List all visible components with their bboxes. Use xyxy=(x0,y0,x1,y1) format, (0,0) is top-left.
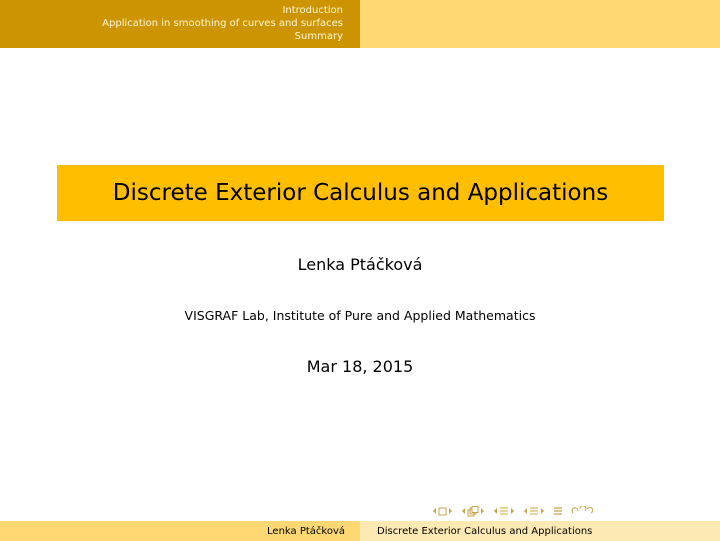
subsection-navigation xyxy=(360,0,720,48)
frame-next-arrow-icon[interactable] xyxy=(480,507,485,515)
align-icon[interactable] xyxy=(553,506,563,516)
slide-next-arrow-icon[interactable] xyxy=(448,507,453,515)
frame-icon[interactable] xyxy=(467,506,479,517)
section-navigation xyxy=(0,0,360,48)
subsection-icon[interactable] xyxy=(499,506,509,516)
footline-bar xyxy=(0,521,720,541)
section-link-application[interactable]: Application in smoothing of curves and surfaces xyxy=(102,18,343,29)
presentation-date: Mar 18, 2015 xyxy=(306,357,414,376)
slide-prev-arrow-icon[interactable] xyxy=(432,507,437,515)
footline-author: Lenka Ptáčková xyxy=(267,525,345,537)
navigation-symbols xyxy=(432,503,599,519)
section-next-arrow-icon[interactable] xyxy=(540,507,545,515)
author-name: Lenka Ptáčková xyxy=(297,255,423,274)
section-icon[interactable] xyxy=(529,506,539,516)
search-loop-icon[interactable] xyxy=(571,506,593,516)
slide-icon[interactable] xyxy=(438,507,447,516)
institute-name: VISGRAF Lab, Institute of Pure and Applied Mathematics xyxy=(184,308,536,323)
subsection-next-arrow-icon[interactable] xyxy=(510,507,515,515)
presentation-title: Discrete Exterior Calculus and Applications xyxy=(57,165,664,221)
subsection-prev-arrow-icon[interactable] xyxy=(493,507,498,515)
section-link-introduction[interactable]: Introduction xyxy=(282,5,343,16)
footline-title: Discrete Exterior Calculus and Applications xyxy=(377,525,593,537)
frame-prev-arrow-icon[interactable] xyxy=(461,507,466,515)
section-prev-arrow-icon[interactable] xyxy=(523,507,528,515)
headline-bar xyxy=(0,0,720,48)
footline-author-box xyxy=(0,521,360,541)
section-link-summary[interactable]: Summary xyxy=(294,31,343,42)
footline-title-box xyxy=(360,521,720,541)
